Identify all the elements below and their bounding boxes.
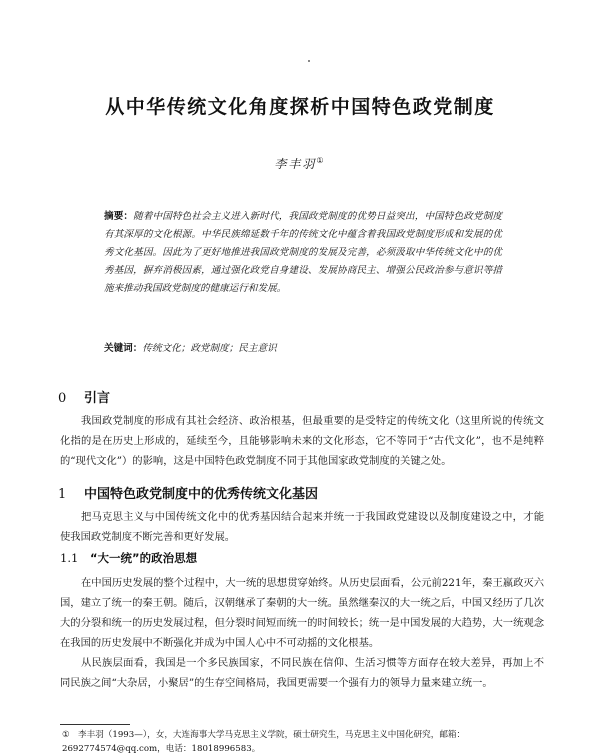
abstract-label: 摘要： <box>104 211 134 222</box>
footnote-text: 李丰羽（1993—），女，大连海事大学马克思主义学院，硕士研究生，马克思主义中国化研究，邮箱：2692774574@qq.com，电话：18018996583。 <box>62 730 466 754</box>
scan-speck <box>308 60 310 62</box>
keywords-text: 传统文化；政党制度；民主意识 <box>142 343 277 354</box>
abstract-text: 随着中国特色社会主义进入新时代，我国政党制度的优势日益突出，中国特色政党制度有其深厚的文化根源。中华民族绵延数千年的传统文化中蕴含着我国政党制度形成和发展的优秀文化基因。因此为了更好地推进我国政党制度的发展及完善，必须汲取中华传统文化中的优秀基因，摒弃消极因素，通过强化政党自身建设、发展协商民主、增强公民政治参与意识等措施来推动我国政党制度的健康运行和发展。 <box>104 211 503 294</box>
footnote-mark: ① <box>62 730 70 740</box>
section-1-1-heading <box>60 550 197 566</box>
footnote <box>62 728 552 756</box>
author-name: 李丰羽 <box>274 157 317 171</box>
section-0-paragraph: 我国政党制度的形成有其社会经济、政治根基，但最重要的是受特定的传统文化（这里所说的传统文化指的是在历史上形成的，延续至今，且能够影响未来的文化形态，它不等同于“古代文化”，也不是纯粹的“现代文化”）的影响，这是中国特色政党制度不同于其他国家政党制度的关键之处。 <box>60 415 544 467</box>
section-0-number: 0 <box>58 391 67 406</box>
section-1-1-paragraph-2: 从民族层面看，我国是一个多民族国家，不同民族在信仰、生活习惯等方面存在较大差异，再加上不同民族之间“大杂居，小聚居”的生存空间格局，我国更需要一个强有力的领导力量来建立统一。 <box>60 657 544 689</box>
author-footnote-mark: ① <box>316 156 326 165</box>
paper-title: 从中华传统文化角度探析中国特色政党制度 <box>105 96 495 118</box>
section-1-paragraph: 把马克思主义与中国传统文化中的优秀基因结合起来并统一于我国政党建设以及制度建设之中，才能使我国政党制度不断完善和更好发展。 <box>60 511 544 543</box>
section-1-number: 1 <box>58 487 67 502</box>
keywords <box>104 342 502 356</box>
section-1-1-title: “大一统”的政治思想 <box>90 551 198 565</box>
section-1-heading <box>58 483 318 502</box>
keywords-label: 关键词： <box>104 343 143 354</box>
section-0-title: 引言 <box>84 391 111 406</box>
abstract <box>104 208 502 298</box>
section-1-1-paragraph-1: 在中国历史发展的整个过程中，大一统的思想贯穿始终。从历史层面看，公元前221年，秦王嬴政灭六国，建立了统一的秦王朝。随后，汉朝继承了秦朝的大一统。虽然继秦汉的大一统之后，中国又经历了几次大的分裂和统一的历史发展过程，但分裂时间短而统一的时间较长；统一是中国发展的大趋势，大一统观念在我国的历史发展中不断强化并成为中国人心中不可动摇的文化根基。 <box>60 577 544 649</box>
footnote-rule <box>60 724 130 725</box>
author-line <box>0 155 600 172</box>
section-1-title: 中国特色政党制度中的优秀传统文化基因 <box>84 487 319 502</box>
section-1-1-number: 1.1 <box>60 551 79 565</box>
section-0-heading <box>58 387 110 406</box>
